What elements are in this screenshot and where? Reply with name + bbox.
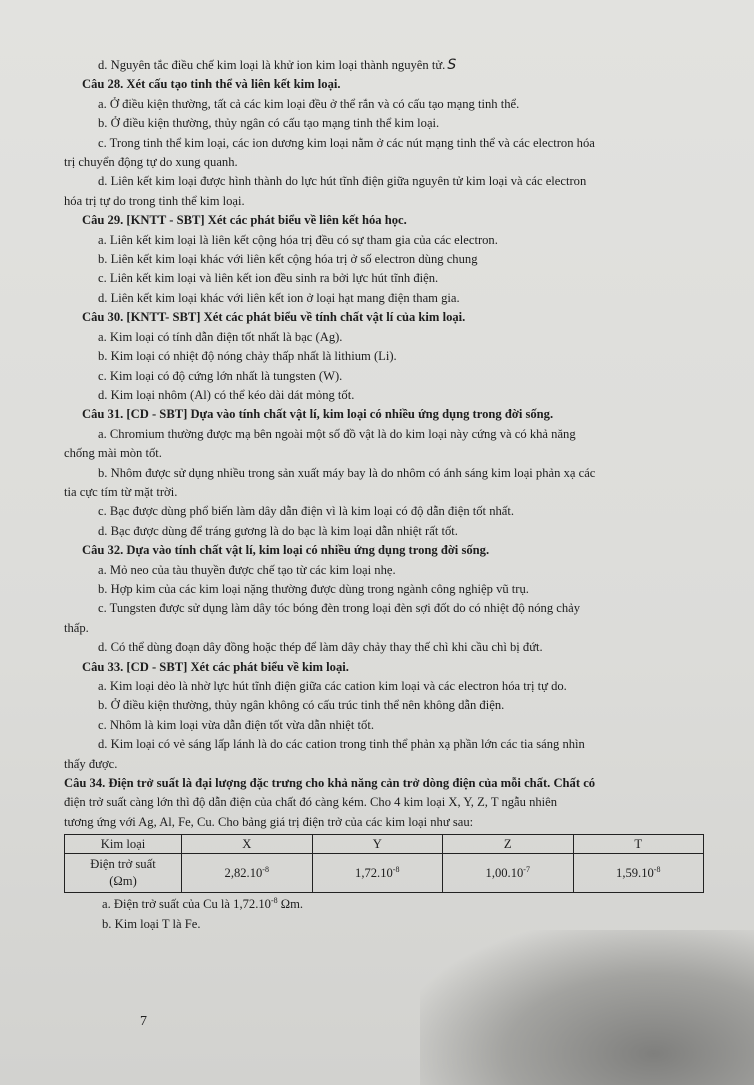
- question-title: Câu 32. Dựa vào tính chất vật lí, kim loại có nhiều ứng dụng trong đời sống.: [82, 543, 490, 558]
- question-34-line3: tương ứng với Ag, Al, Fe, Cu. Cho bảng giá trị điện trở của các kim loại như sau:: [64, 814, 474, 829]
- table-cell: [312, 854, 443, 893]
- photo-shadow: [420, 930, 754, 1085]
- exponent: -8: [392, 864, 400, 874]
- text: d. Nguyên tắc điều chế kim loại là khử ion kim loại thành nguyên tử.: [98, 58, 446, 72]
- q32-a: a. Mỏ neo của tàu thuyền được chế tạo từ các kim loại nhẹ.: [98, 562, 396, 577]
- text: a. Điện trở suất của Cu là 1,72.10: [102, 897, 271, 912]
- question-title: Câu 34. Điện trở suất là đại lượng đặc trưng cho khả năng cản trở dòng điện của mỗi chất. Chất có: [64, 776, 596, 791]
- exponent: -8: [262, 864, 269, 874]
- label-line1: Điện trở suất: [90, 857, 156, 872]
- table-row: [65, 854, 704, 893]
- q28-d-line1: d. Liên kết kim loại được hình thành do lực hút tĩnh điện giữa nguyên tử kim loại và các electron: [98, 174, 587, 189]
- q30-d: d. Kim loại nhôm (Al) có thể kéo dài dát mỏng tốt.: [98, 387, 355, 402]
- q31-a-line2: chống mài mòn tốt.: [64, 446, 162, 461]
- text: Ωm.: [277, 897, 304, 912]
- question-29: [64, 211, 704, 230]
- q28-c-line2: trị chuyển động tự do xung quanh.: [64, 155, 238, 170]
- q31-a-line1: a. Chromium thường được mạ bên ngoài một số đồ vật là do kim loại này cứng và có khả năng: [98, 426, 576, 441]
- q30-c: c. Kim loại có độ cứng lớn nhất là tungsten (W).: [98, 368, 343, 383]
- q27-statement-d: [64, 56, 704, 75]
- question-32: [64, 541, 704, 560]
- q29-b: b. Liên kết kim loại khác với liên kết cộng hóa trị ở số electron dùng chung: [98, 252, 478, 267]
- q33-d-line2: thấy được.: [64, 756, 118, 771]
- q29-c: c. Liên kết kim loại và liên kết ion đều sinh ra bởi lực hút tĩnh điện.: [98, 271, 439, 286]
- q32-b: b. Hợp kim của các kim loại nặng thường được dùng trong ngành công nghiệp vũ trụ.: [98, 581, 529, 596]
- q32-c-line2: thấp.: [64, 620, 89, 635]
- q32-d: d. Có thể dùng đoạn dây đồng hoặc thép để làm dây chảy thay thế chì khi cầu chì bị đứt.: [98, 640, 543, 655]
- q28-b: b. Ở điều kiện thường, thủy ngân có cấu tạo mạng tinh thể kim loại.: [98, 116, 440, 131]
- q33-d-line1: d. Kim loại có vẻ sáng lấp lánh là do các cation trong tinh thể phản xạ phần lớn các tia sáng nhìn: [98, 737, 585, 752]
- question-28: [64, 75, 704, 94]
- table-header-row: [65, 835, 704, 854]
- table-row-label: [65, 854, 182, 893]
- q31-b-line2: tia cực tím từ mặt trời.: [64, 484, 178, 499]
- exponent: -8: [270, 896, 278, 906]
- q31-d: d. Bạc được dùng để tráng gương là do bạc là kim loại dẫn nhiệt rất tốt.: [98, 523, 458, 538]
- label-line2: (Ωm): [109, 874, 137, 889]
- question-31: [64, 405, 704, 424]
- q32-c-line1: c. Tungsten được sử dụng làm dây tóc bóng đèn trong loại đèn sợi đốt do có nhiệt độ nóng chảy: [98, 601, 581, 616]
- table-header-cell: Y: [312, 835, 443, 854]
- value: 1,00.10: [485, 865, 524, 880]
- table-header-cell: T: [573, 835, 704, 854]
- question-title: Câu 30. [KNTT- SBT] Xét các phát biểu về tính chất vật lí của kim loại.: [82, 310, 466, 325]
- table-cell: [182, 854, 313, 893]
- q34-a: [64, 895, 704, 914]
- table-header-cell: Z: [443, 835, 574, 854]
- question-30: [64, 308, 704, 327]
- value: 1,72.10: [355, 865, 393, 880]
- handwritten-mark: S: [447, 57, 457, 73]
- table-cell: [573, 854, 704, 893]
- table-header-cell: Kim loại: [65, 835, 182, 854]
- exponent: -7: [523, 864, 530, 874]
- question-33: [64, 658, 704, 677]
- q34-b: b. Kim loại T là Fe.: [102, 916, 201, 931]
- q30-b: b. Kim loại có nhiệt độ nóng chảy thấp nhất là lithium (Li).: [98, 349, 397, 364]
- document-body: [64, 56, 704, 934]
- question-title: Câu 29. [KNTT - SBT] Xét các phát biểu về liên kết hóa học.: [82, 213, 407, 228]
- exponent: -8: [653, 864, 661, 874]
- q29-a: a. Liên kết kim loại là liên kết cộng hóa trị đều có sự tham gia của các electron.: [98, 232, 498, 247]
- table-cell: [443, 854, 574, 893]
- table-header-cell: X: [182, 835, 313, 854]
- q33-c: c. Nhôm là kim loại vừa dẫn điện tốt vừa dẫn nhiệt tốt.: [98, 717, 374, 732]
- question-title: Câu 31. [CD - SBT] Dựa vào tính chất vật lí, kim loại có nhiều ứng dụng trong đời sống.: [82, 407, 554, 422]
- resistivity-table: [64, 834, 704, 893]
- question-title: Câu 33. [CD - SBT] Xét các phát biểu về kim loại.: [82, 659, 349, 674]
- q33-a: a. Kim loại dẻo là nhờ lực hút tĩnh điện giữa các cation kim loại và các electron hóa trị tự do.: [98, 679, 567, 693]
- q28-d-line2: hóa trị tự do trong tinh thể kim loại.: [64, 193, 245, 208]
- q29-d: d. Liên kết kim loại khác với liên kết ion ở loại hạt mang điện tham gia.: [98, 290, 460, 305]
- question-title: Câu 28. Xét cấu tạo tinh thể và liên kết kim loại.: [82, 77, 341, 92]
- question-34-line1: [64, 774, 704, 793]
- q33-b: b. Ở điều kiện thường, thủy ngân không có cấu trúc tinh thể nên không dẫn điện.: [98, 698, 505, 713]
- q31-c: c. Bạc được dùng phổ biến làm dây dẫn điện vì là kim loại có độ dẫn điện tốt nhất.: [98, 504, 515, 519]
- q28-c-line1: c. Trong tinh thể kim loại, các ion dương kim loại nằm ở các nút mạng tinh thể và các electron hóa: [98, 135, 595, 150]
- value: 1,59.10: [616, 865, 654, 880]
- q30-a: a. Kim loại có tính dẫn điện tốt nhất là bạc (Ag).: [98, 329, 343, 344]
- q31-b-line1: b. Nhôm được sử dụng nhiều trong sản xuất máy bay là do nhôm có ánh sáng kim loại phản xạ các: [98, 465, 596, 480]
- question-34-line2: điện trở suất càng lớn thì độ dẫn điện của chất đó càng kém. Cho 4 kim loại X, Y, Z, T ngẫu nhiên: [64, 795, 558, 810]
- page-number: 7: [140, 1014, 147, 1029]
- value: 2,82.10: [224, 865, 263, 880]
- q28-a: a. Ở điều kiện thường, tất cả các kim loại đều ở thể rắn và có cấu tạo mạng tinh thể.: [98, 96, 520, 111]
